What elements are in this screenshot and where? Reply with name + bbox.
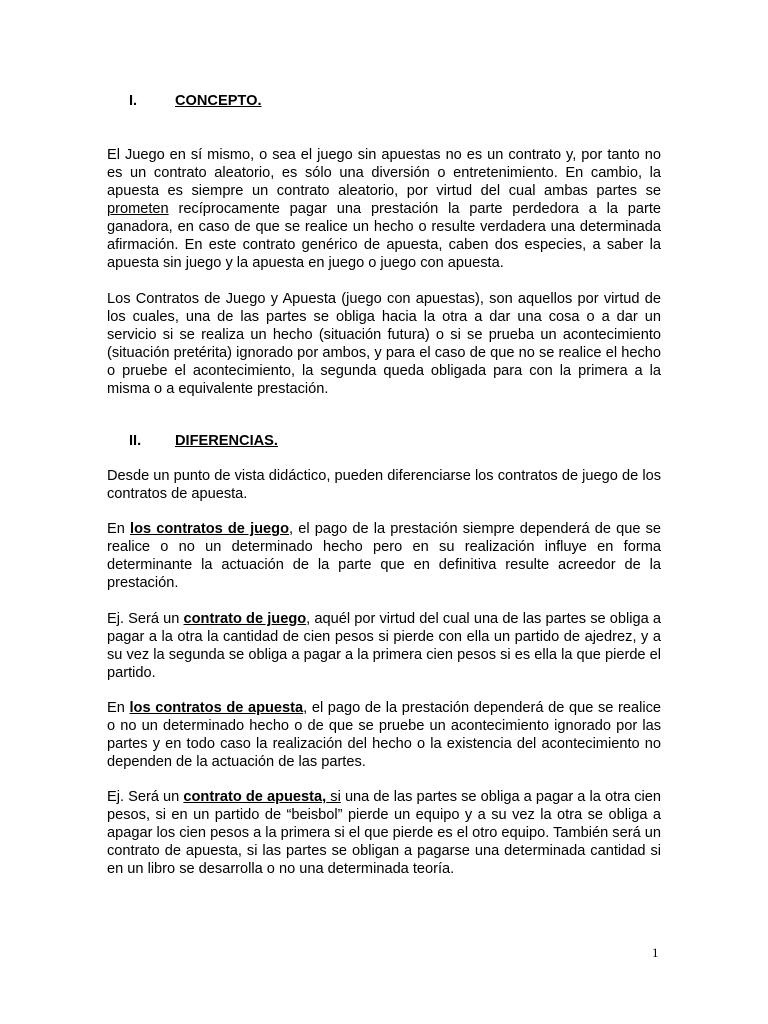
text-run: En (107, 700, 130, 716)
text-run: Ej. Será un (107, 789, 184, 805)
underlined-word: si (326, 789, 341, 805)
text-run: Los Contratos de Juego y Apuesta (juego con apuestas), son aquellos por virtud de los cuales, una de las partes se obliga hacia la otra a dar una cosa o a dar un servicio si se realiza un hecho (situación futura) o si se prueba un acontecimiento (situación pretérita) ignorado por ambos, y para el caso de que no se realice el hecho o pruebe el acontecimiento, la segunda queda obligada para con la primera a la misma o a equivalente prestación. (107, 291, 661, 397)
text-run: Ej. Será un (107, 611, 184, 627)
text-run: Desde un punto de vista didáctico, pueden diferenciarse los contratos de juego de los contratos de apuesta. (107, 468, 661, 502)
bold-term: los contratos de apuesta (129, 700, 304, 716)
text-run: recíprocamente pagar una prestación la parte perdedora a la parte ganadora, en caso de que se realice un hecho o resulte verdadera una determinada afirmación. En este contrato genérico de apuesta, caben dos especies, a saber la apuesta sin juego y la apuesta en juego o juego con apuesta. (107, 201, 661, 271)
section-heading-diferencias (129, 432, 278, 450)
section-number: II. (129, 433, 142, 449)
underlined-word: prometen (107, 201, 169, 217)
paragraph-contratos-juego (107, 520, 661, 592)
text-run: En (107, 521, 131, 537)
text-run: una de las partes se obliga a pagar a la otra cien pesos, si en un partido de “beisbol” pierde un equipo y a su vez la otra se obliga a apagar los cien pesos a la primera si el que pierde es el otro equipo. También será un contrato de apuesta, si las partes se obligan a pagarse una determinada cantidad si en un libro se desarrolla o no una determinada teoría. (107, 789, 661, 877)
page-number: 1 (652, 945, 659, 960)
bold-term: contrato de juego (183, 611, 307, 627)
paragraph-ejemplo-apuesta (107, 788, 661, 878)
paragraph-concepto-1 (107, 146, 661, 272)
bold-term: los contratos de juego (130, 521, 289, 537)
section-heading-concepto (129, 92, 262, 110)
text-run: , el pago de la prestación siempre dependerá de que se realice o no un determinado hecho pero en su realización influye en forma determinante la actuación de la parte que en definitiva resulte acreedor de la prestación. (107, 521, 662, 591)
text-run: , aquél por virtud del cual una de las partes se obliga a pagar a la otra la cantidad de cien pesos si pierde con ella un partido de ajedrez, y a su vez la segunda se obliga a pagar a la primera cien pesos si es ella la que pierde el partido. (107, 611, 661, 681)
section-number: I. (129, 93, 138, 109)
paragraph-contratos-apuesta (107, 699, 661, 771)
paragraph-ejemplo-juego (107, 610, 661, 682)
bold-term: contrato de apuesta, (183, 789, 327, 805)
text-run: , el pago de la prestación dependerá de que se realice o no un determinado hecho o de que se pruebe un acontecimiento ignorado por las partes y en todo caso la realización del hecho o la existencia del acontecimiento no dependen de la actuación de las partes. (107, 700, 662, 770)
text-run: El Juego en sí mismo, o sea el juego sin apuestas no es un contrato y, por tanto no es un contrato aleatorio, es sólo una diversión o entretenimiento. En cambio, la apuesta es siempre un contrato aleatorio, por virtud del cual ambas partes se (107, 147, 661, 199)
paragraph-concepto-2 (107, 290, 661, 398)
paragraph-diferencias-intro (107, 467, 661, 503)
section-title: DIFERENCIAS. (175, 433, 278, 449)
section-title: CONCEPTO. (175, 93, 262, 109)
